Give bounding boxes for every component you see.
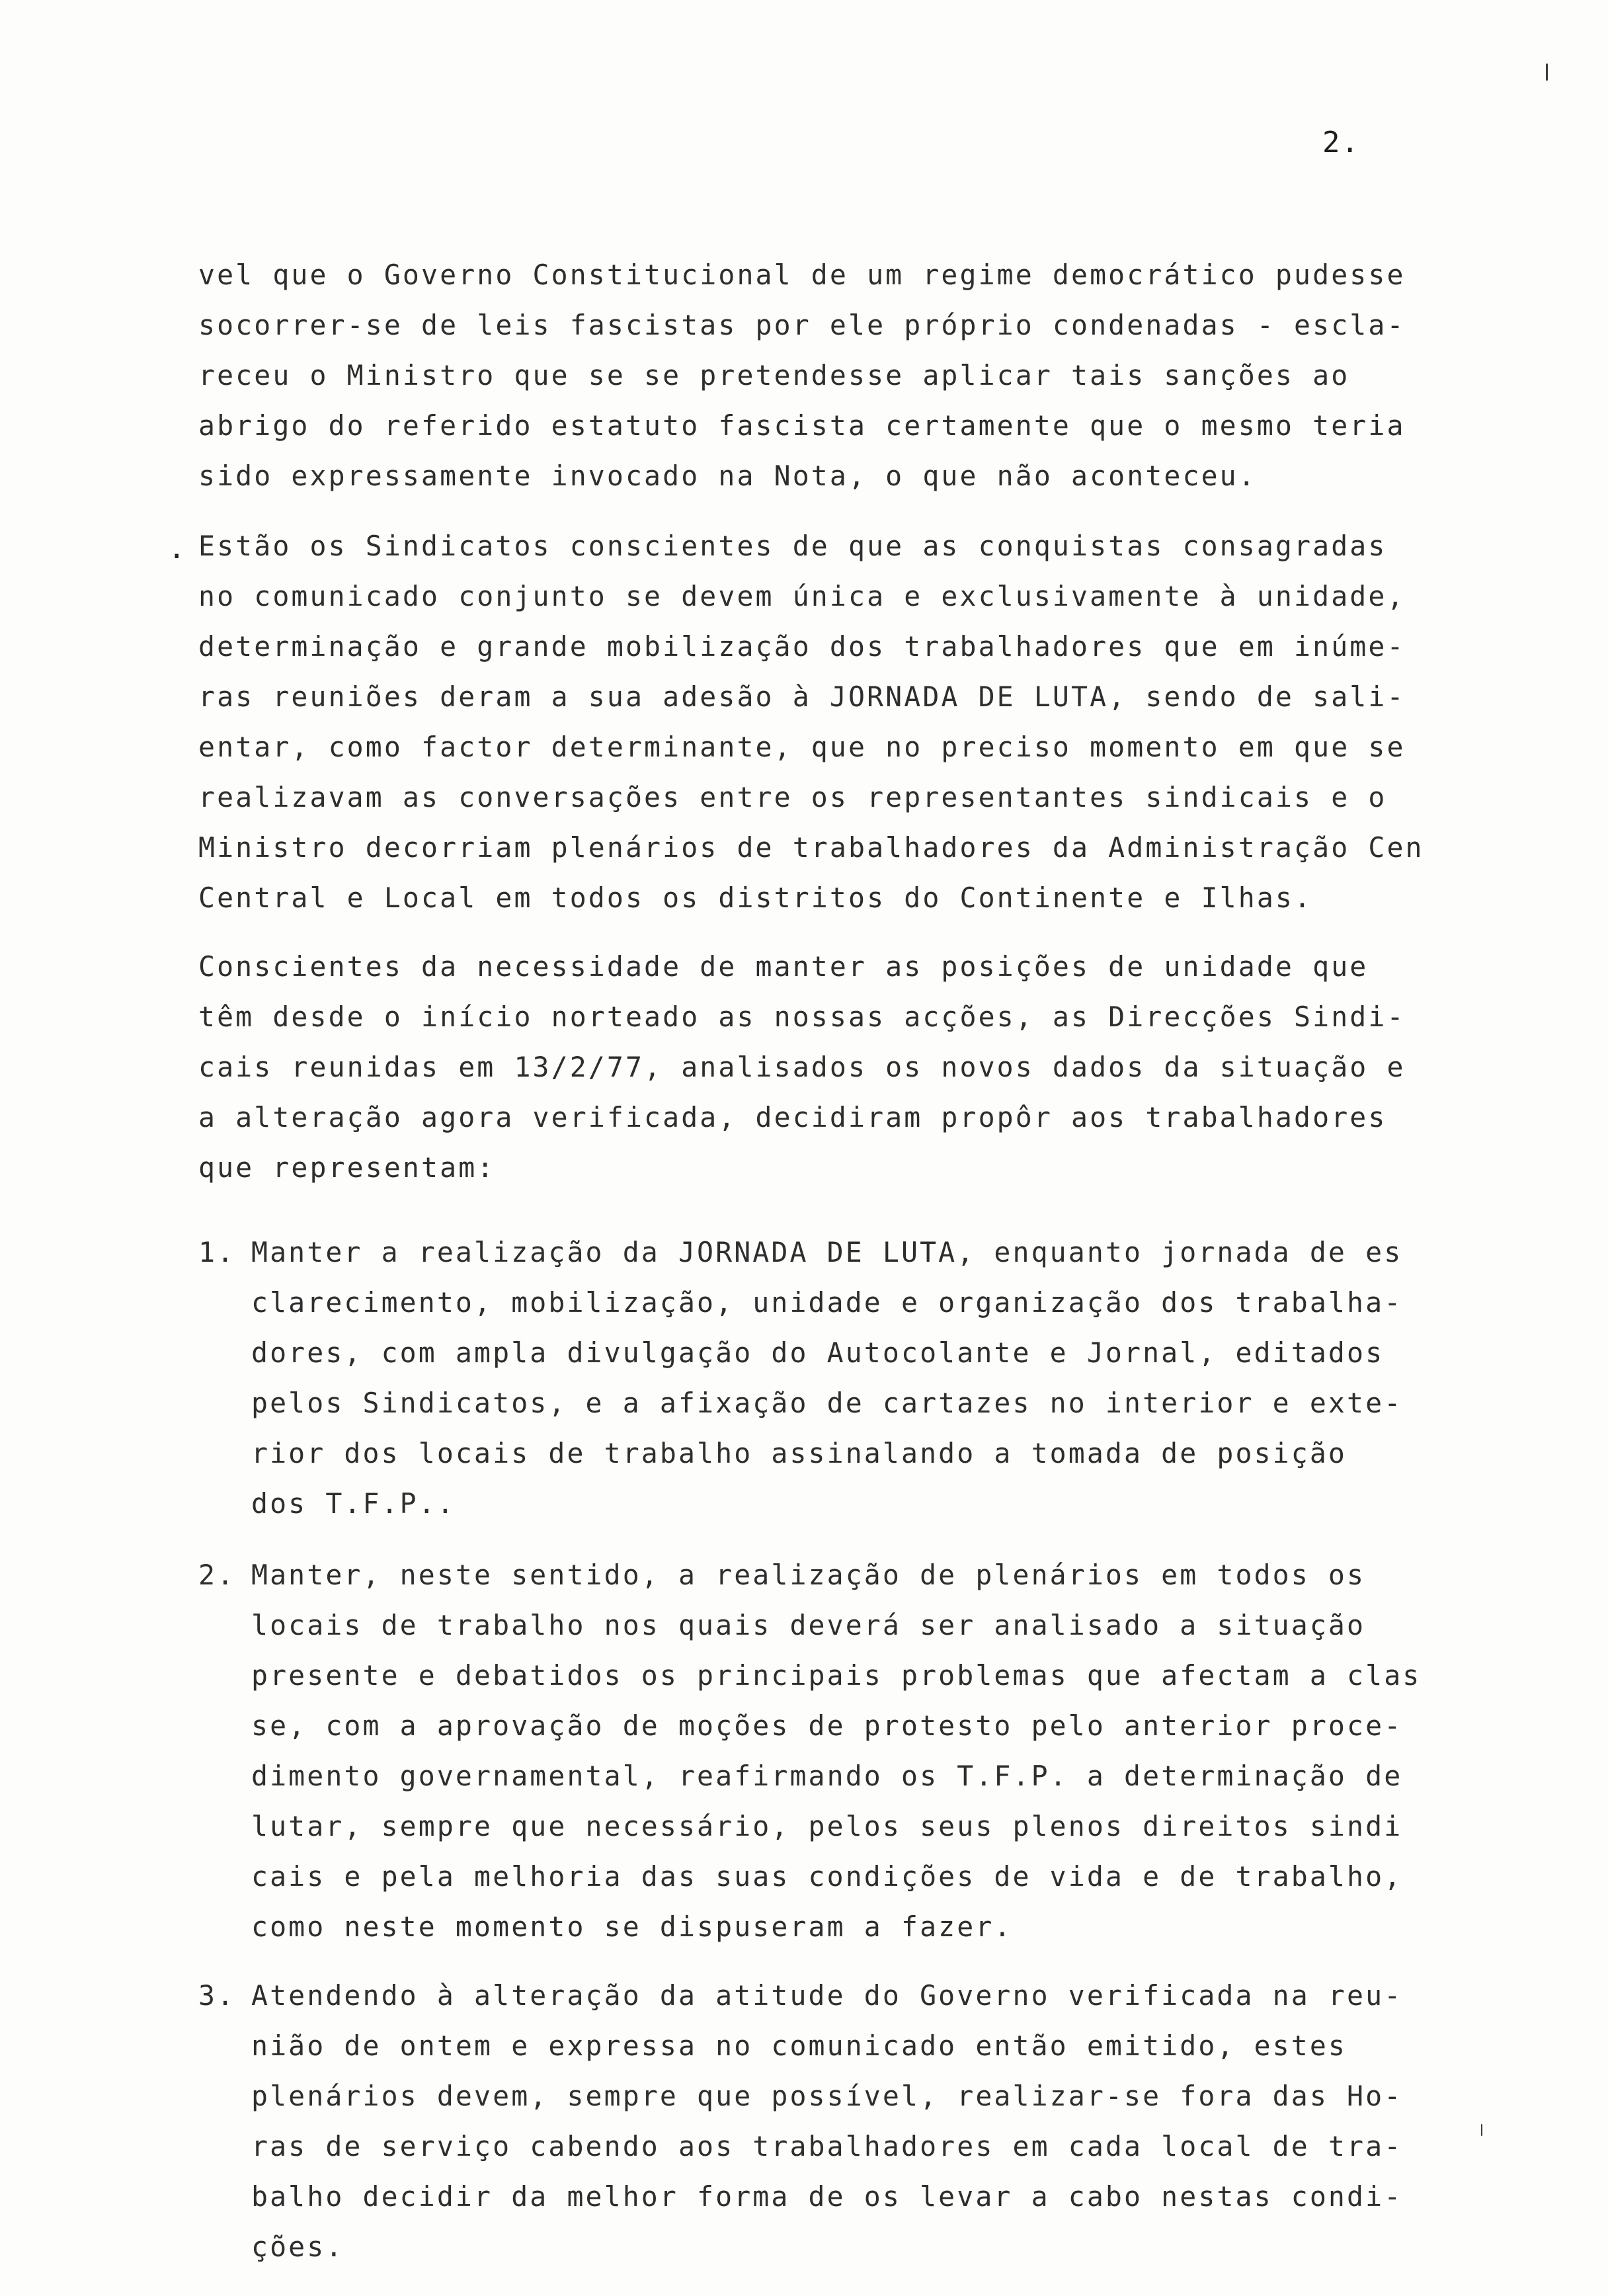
text-line: sido expressamente invocado na Nota, o que não aconteceu. xyxy=(198,460,1257,492)
list-number: 1. xyxy=(198,1236,236,1268)
text-line: nião de ontem e expressa no comunicado então emitido, estes xyxy=(251,2030,1347,2062)
list-number: 2. xyxy=(198,1559,236,1591)
text-line: a alteração agora verificada, decidiram propôr aos trabalhadores xyxy=(198,1101,1387,1133)
text-line: rior dos locais de trabalho assinalando a tomada de posição xyxy=(251,1437,1347,1469)
text-line: ções. xyxy=(251,2231,344,2263)
page-number: 2. xyxy=(1322,126,1360,159)
text-line: dores, com ampla divulgação do Autocolante e Jornal, editados xyxy=(251,1336,1385,1369)
list-number: 3. xyxy=(198,1979,236,2012)
text-line: clarecimento, mobilização, unidade e organização dos trabalha- xyxy=(251,1286,1403,1319)
text-line: dos T.F.P.. xyxy=(251,1487,456,1520)
text-line: abrigo do referido estatuto fascista certamente que o mesmo teria xyxy=(198,409,1406,442)
text-line: balho decidir da melhor forma de os levar a cabo nestas condi- xyxy=(251,2180,1403,2213)
text-line: plenários devem, sempre que possível, realizar-se fora das Ho- xyxy=(251,2080,1403,2112)
text-line: no comunicado conjunto se devem única e exclusivamente à unidade, xyxy=(198,580,1406,612)
text-line: têm desde o início norteado as nossas acções, as Direcções Sindi- xyxy=(198,1001,1406,1033)
text-line: determinação e grande mobilização dos trabalhadores que em inúme- xyxy=(198,630,1406,663)
text-line: Estão os Sindicatos conscientes de que as conquistas consagradas xyxy=(198,530,1387,562)
text-line: ras de serviço cabendo aos trabalhadores em cada local de tra- xyxy=(251,2130,1403,2162)
paragraph-continuation xyxy=(198,250,1406,501)
text-line: Manter, neste sentido, a realização de plenários em todos os xyxy=(251,1559,1366,1591)
text-line: como neste momento se dispuseram a fazer. xyxy=(251,1910,1013,1943)
text-line: receu o Ministro que se se pretendesse aplicar tais sanções ao xyxy=(198,359,1350,391)
text-line: entar, como factor determinante, que no preciso momento em que se xyxy=(198,731,1406,763)
bullet-marker: . xyxy=(168,532,186,565)
text-line: dimento governamental, reafirmando os T.F.P. a determinação de xyxy=(251,1760,1403,1792)
text-line: Ministro decorriam plenários de trabalhadores da Administração Cen xyxy=(198,831,1424,864)
text-line: cais reunidas em 13/2/77, analisados os novos dados da situação e xyxy=(198,1051,1406,1083)
text-line: cais e pela melhoria das suas condições de vida e de trabalho, xyxy=(251,1860,1403,1893)
margin-mark xyxy=(1481,2124,1482,2136)
margin-mark xyxy=(1546,63,1548,81)
text-line: lutar, sempre que necessário, pelos seus plenos direitos sindi xyxy=(251,1810,1403,1842)
paragraph-sindicatos xyxy=(198,521,1424,923)
text-line: se, com a aprovação de moções de protesto pelo anterior proce- xyxy=(251,1709,1403,1742)
paragraph-conscientes xyxy=(198,942,1406,1193)
text-line: vel que o Governo Constitucional de um regime democrático pudesse xyxy=(198,259,1406,291)
text-line: locais de trabalho nos quais deverá ser analisado a situação xyxy=(251,1609,1366,1641)
text-line: Atendendo à alteração da atitude do Governo verificada na reu- xyxy=(251,1979,1403,2012)
text-line: que representam: xyxy=(198,1151,496,1184)
text-line: ras reuniões deram a sua adesão à JORNADA DE LUTA, sendo de sali- xyxy=(198,680,1406,713)
text-line: pelos Sindicatos, e a afixação de cartazes no interior e exte- xyxy=(251,1387,1403,1419)
text-line: socorrer-se de leis fascistas por ele próprio condenadas - escla- xyxy=(198,309,1406,341)
text-line: realizavam as conversações entre os representantes sindicais e o xyxy=(198,781,1387,813)
text-line: presente e debatidos os principais problemas que afectam a clas xyxy=(251,1659,1422,1692)
text-line: Central e Local em todos os distritos do Continente e Ilhas. xyxy=(198,882,1313,914)
text-line: Conscientes da necessidade de manter as posições de unidade que xyxy=(198,950,1369,983)
text-line: Manter a realização da JORNADA DE LUTA, enquanto jornada de es xyxy=(251,1236,1403,1268)
